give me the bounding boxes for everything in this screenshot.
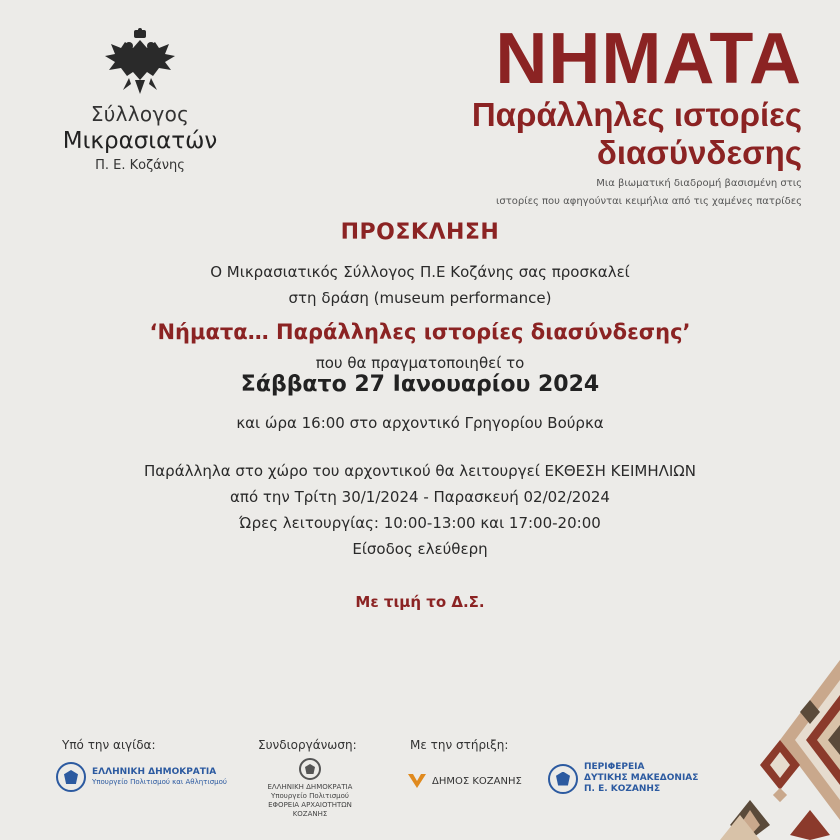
coorg-sub2: ΕΦΟΡΕΙΑ ΑΡΧΑΙΟΤΗΤΩΝ ΚΟΖΑΝΗΣ [268,801,352,818]
support-label: Με την στήριξη: [410,738,509,752]
invitation-date: Σάββατο 27 Ιανουαρίου 2024 [240,372,600,397]
coorg-label: Συνδιοργάνωση: [258,738,357,752]
association-region: Π. Ε. Κοζάνης [95,158,185,173]
coorg-sub1: Υπουργείο Πολιτισμού [271,792,349,800]
event-description-line1: Μια βιωματική διαδρομή βασισμένη στις [596,178,802,189]
association-name-line2: Μικρασιατών [62,128,218,154]
coorg-logo [250,758,370,819]
entrance-free: Είσοδος ελεύθερη [352,540,488,558]
double-headed-eagle-icon [103,28,177,96]
invitation-time-venue: και ώρα 16:00 στο αρχοντικό Γρηγορίου Βούρκα [236,414,604,432]
invitation-line3: που θα πραγματοποιηθεί το [315,354,525,372]
support-org2-line3: Π. Ε. ΚΟΖΑΝΗΣ [584,784,661,794]
dimos-kozanis-logo [408,774,522,788]
invitation-line2: στη δράση (museum performance) [288,289,552,307]
association-block [40,28,240,173]
invitation-line1: Ο Μικρασιατικός Σύλλογος Π.Ε Κοζάνης σας προσκαλεί [210,263,630,281]
event-title: ΝΗΜΑΤΑ [495,19,802,99]
greek-seal-icon [548,764,578,794]
aegis-org: ΕΛΛΗΝΙΚΗ ΔΗΜΟΚΡΑΤΙΑ [92,767,217,777]
support-org2-line2: ΔΥΤΙΚΗΣ ΜΑΚΕΔΟΝΙΑΣ [584,773,699,783]
event-subtitle-line1: Παράλληλες ιστορίες [471,96,802,133]
support-org2-line1: ΠΕΡΙΦΕΡΕΙΑ [584,762,645,772]
exhibition-hours: Ώρες λειτουργίας: 10:00-13:00 και 17:00-20:00 [239,514,601,532]
dimos-kozanis-icon [408,774,426,788]
region-logo [548,762,698,795]
invitation-event-quote: ‘Νήματα… Παράλληλες ιστορίες διασύνδεσης’ [149,320,691,344]
support-org1: ΔΗΜΟΣ ΚΟΖΑΝΗΣ [432,775,522,787]
coorg-org: ΕΛΛΗΝΙΚΗ ΔΗΜΟΚΡΑΤΙΑ [267,783,353,791]
invitation-heading: ΠΡΟΣΚΛΗΣΗ [340,220,500,245]
aegis-label: Υπό την αιγίδα: [62,738,156,752]
greek-seal-icon [299,758,321,780]
exhibition-line: Παράλληλα στο χώρο του αρχοντικού θα λειτουργεί ΕΚΘΕΣΗ ΚΕΙΜΗΛΙΩΝ [144,462,696,480]
event-subtitle-line2: διασύνδεσης [596,134,802,171]
aegis-sub: Υπουργείο Πολιτισμού και Αθλητισμού [92,778,227,786]
event-title-block [402,19,802,208]
kilim-pattern-decoration [720,640,840,840]
exhibition-dates: από την Τρίτη 30/1/2024 - Παρασκευή 02/02/2024 [230,488,610,506]
event-description-line2: ιστορίες που αφηγούνται κειμήλια από τις χαμένες πατρίδες [495,196,802,207]
greek-seal-icon [56,762,86,792]
aegis-logo [56,762,227,792]
signature-board: Με τιμή το Δ.Σ. [355,593,485,611]
association-name-line1: Σύλλογος [90,102,190,126]
